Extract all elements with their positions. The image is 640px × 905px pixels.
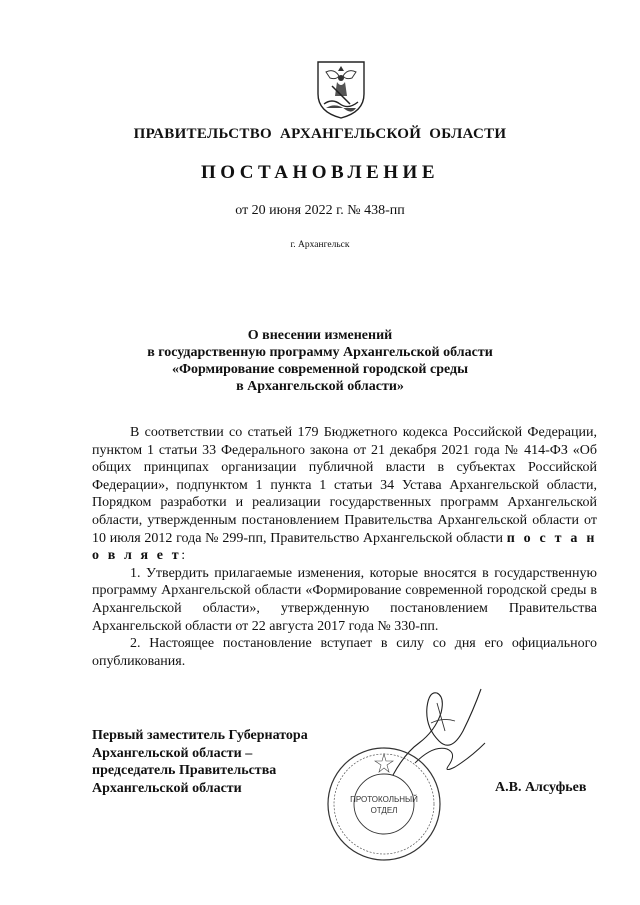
document-date-number: от 20 июня 2022 г. № 438-пп — [235, 203, 405, 218]
coat-of-arms-icon — [312, 58, 370, 120]
heading-line: в Архангельской области» — [236, 379, 404, 394]
signatory-name: А.В. Алсуфьев — [495, 780, 587, 795]
government-title: ПРАВИТЕЛЬСТВО АРХАНГЕЛЬСКОЙ ОБЛАСТИ — [133, 126, 507, 142]
position-line: Первый заместитель Губернатора — [92, 728, 308, 743]
document-heading — [0, 327, 640, 395]
signatory-position — [92, 727, 308, 797]
document-city: г. Архангельск — [290, 240, 350, 250]
item-1-paragraph: 1. Утвердить прилагаемые изменения, которые вносятся в государственную программу Архангельской области «Формирование современной городской среды в Архангельской области», утвержденную постановлением Правительства Архангельской области от 22 августа 2017 года № 330-пп. — [92, 565, 597, 634]
document-body — [92, 424, 597, 670]
seal-text: ПРОТОКОЛЬНЫЙ — [350, 795, 418, 804]
heading-line: «Формирование современной городской среды — [171, 362, 469, 377]
svg-text:ОТДЕЛ: ОТДЕЛ — [370, 806, 398, 815]
official-seal — [325, 745, 443, 863]
preamble-text: В соответствии со статьей 179 Бюджетного кодекса Российской Федерации, пунктом 1 статьи 33 Федерального закона от 21 декабря 2021 года № 414-ФЗ «Об общих принципах организации публичной власти в субъектах Российской Федерации», подпунктом 1 пункта 1 статьи 34 Устава Архангельской области, Порядком разработки и реализации государственных программ Архангельской области, утвержденным постановлением Правительства Архангельской области от 10 июля 2012 года № 299-пп, Правительство Архангельской области — [92, 425, 597, 546]
item-2-paragraph: 2. Настоящее постановление вступает в силу со дня его официального опубликования. — [92, 636, 597, 669]
heading-line: в государственную программу Архангельской области — [147, 345, 493, 360]
heading-line: О внесении изменений — [247, 328, 393, 343]
resolves-word: п о с т а н о в л я е т — [92, 530, 597, 564]
document-type: ПОСТАНОВЛЕНИЕ — [200, 162, 440, 183]
position-line: Архангельской области — [92, 780, 242, 796]
resolves-punct: : — [181, 548, 186, 564]
position-line: председатель Правительства — [92, 763, 277, 779]
position-line: Архангельской области – — [92, 745, 253, 761]
preamble-paragraph — [92, 424, 597, 565]
